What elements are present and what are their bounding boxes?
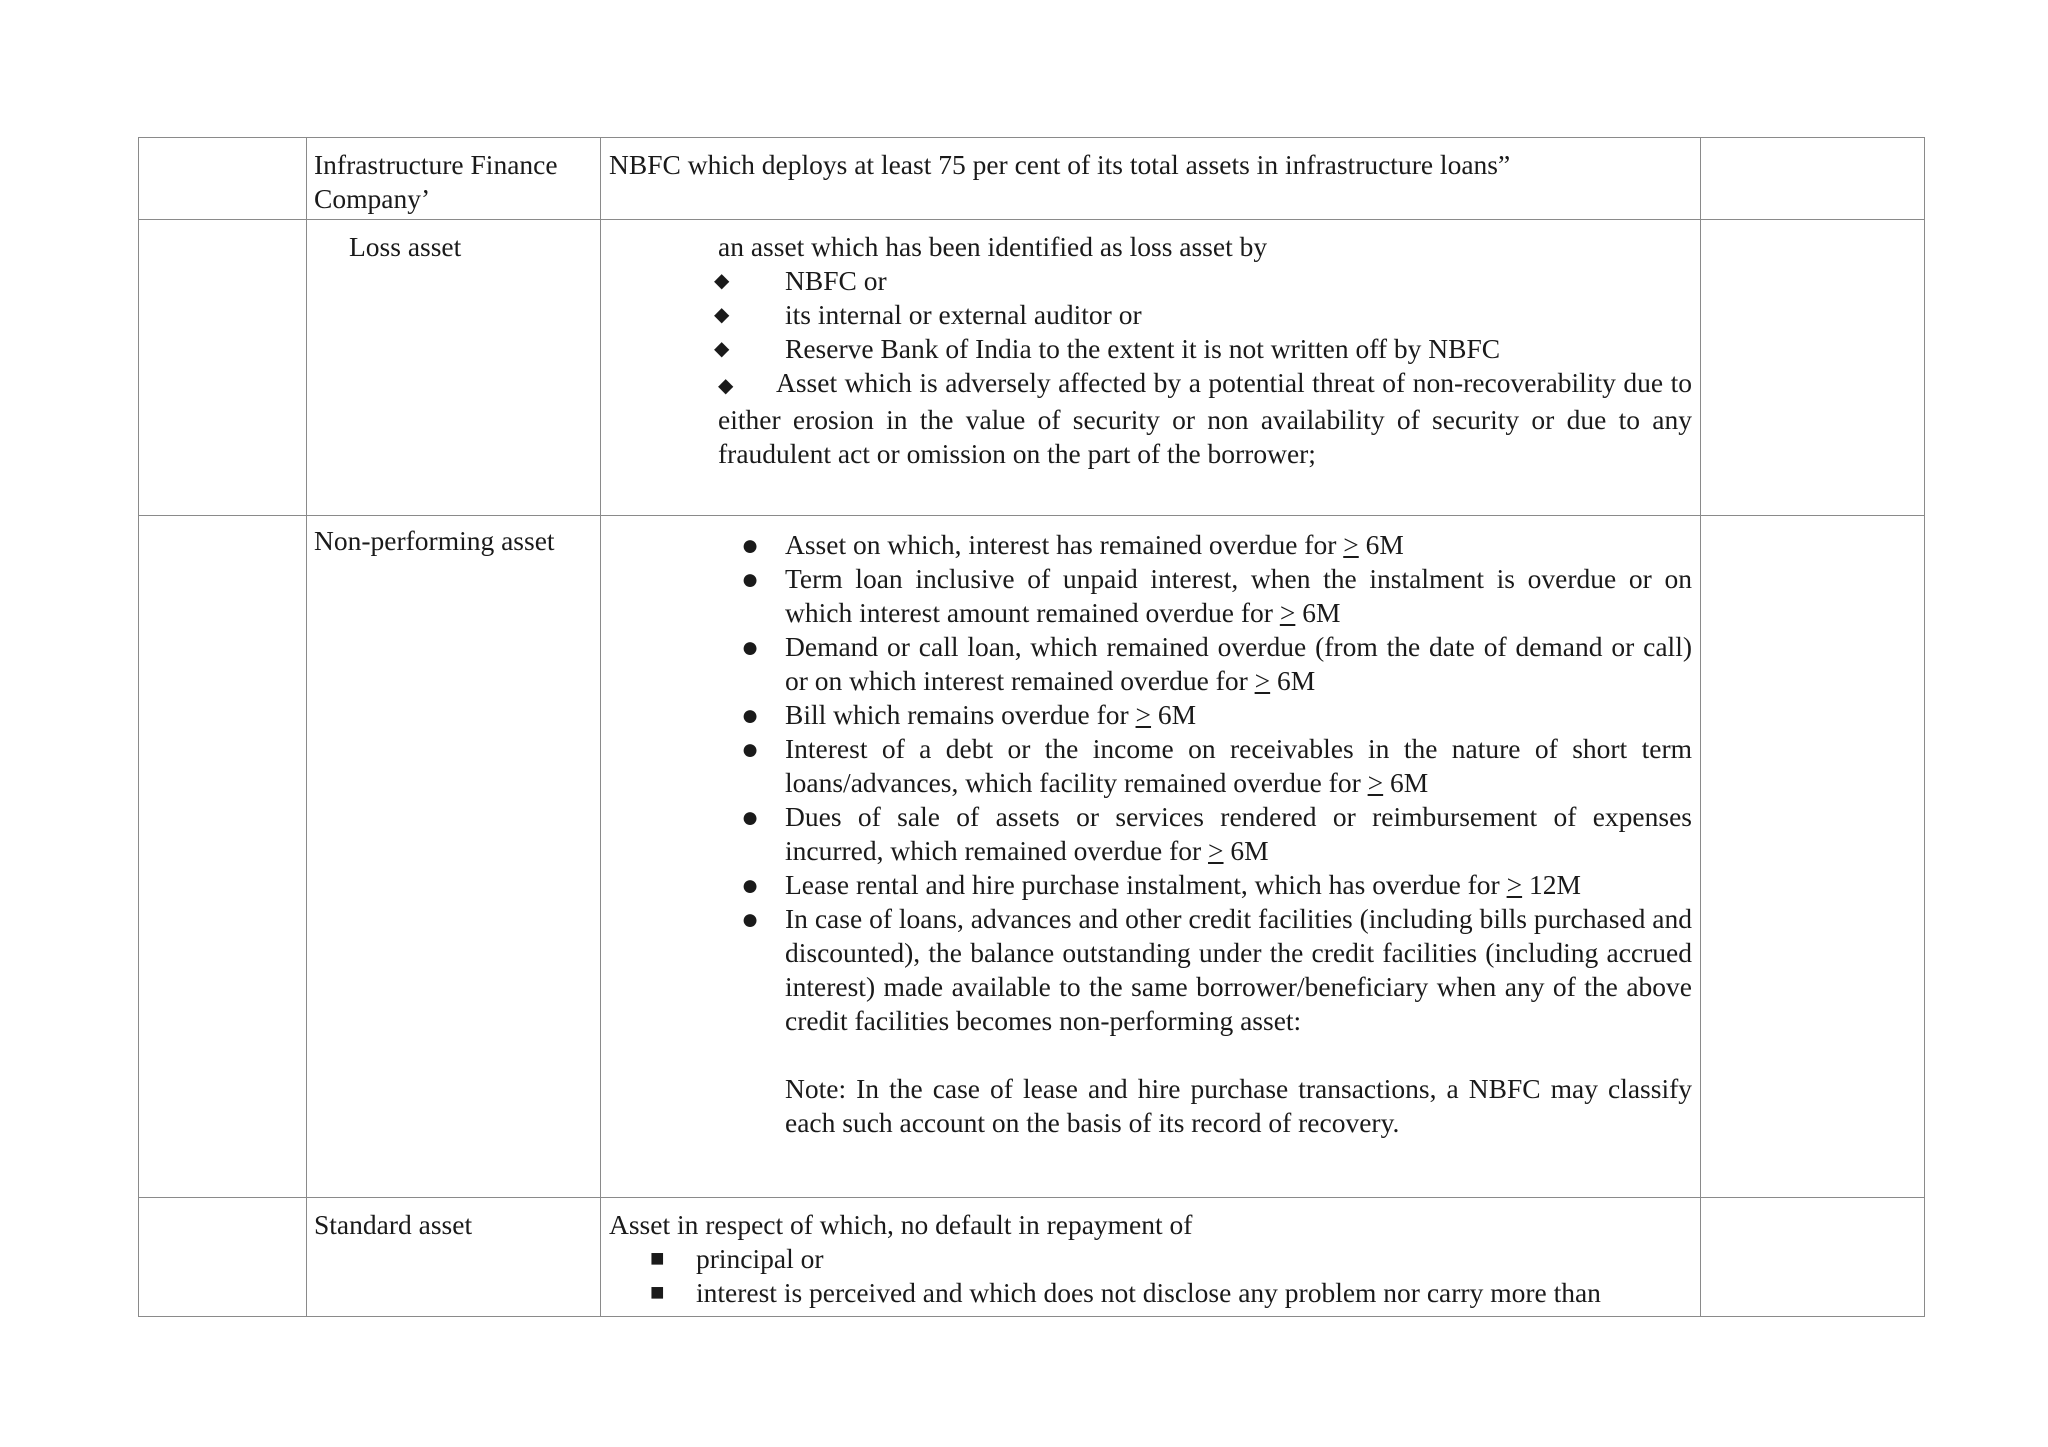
bullet-icon: ● bbox=[741, 801, 760, 834]
list-item: ● Asset on which, interest has remained overdue for > 6M bbox=[741, 529, 1404, 562]
list-item: ● In case of loans, advances and other credit facilities (including bills purchased and discounted), the balance outstanding under the credit facilities (including accrued interest) made available to the same borrower/beneficiary when any of the above credit facilities becomes non-performing asset: bbox=[741, 903, 1692, 1036]
term-infrastructure-finance-company: Infrastructure Finance Company’ bbox=[314, 149, 558, 214]
square-list bbox=[609, 1242, 1692, 1310]
empty-cell bbox=[139, 516, 307, 1198]
term-non-performing-asset: Non-performing asset bbox=[314, 525, 555, 556]
diamond-bullet-icon: ◆ bbox=[718, 375, 734, 397]
term-standard-asset: Standard asset bbox=[314, 1209, 473, 1240]
definition-cell bbox=[601, 220, 1701, 516]
bullet-list bbox=[609, 516, 1692, 1038]
list-item: ● Bill which remains overdue for > 6M bbox=[741, 699, 1197, 732]
list-item: ● Interest of a debt or the income on receivables in the nature of short term loans/advances, which facility remained overdue for > 6M bbox=[741, 733, 1692, 798]
definition-cell bbox=[601, 516, 1701, 1198]
table-row bbox=[139, 220, 1925, 516]
empty-cell bbox=[139, 138, 307, 220]
diamond-bullet-icon: ◆ bbox=[714, 304, 730, 326]
list-item: ■ principal or bbox=[650, 1243, 824, 1274]
list-item: ◆ its internal or external auditor or bbox=[714, 299, 1142, 330]
term-loss-asset: Loss asset bbox=[349, 231, 462, 262]
term-cell bbox=[307, 138, 601, 220]
empty-cell bbox=[1701, 138, 1925, 220]
bullet-icon: ● bbox=[741, 733, 760, 766]
diamond-list bbox=[609, 264, 1692, 366]
list-item: ◆ Reserve Bank of India to the extent it is not written off by NBFC bbox=[714, 333, 1501, 364]
definition-lead: an asset which has been identified as loss asset by bbox=[718, 231, 1268, 262]
term-cell bbox=[307, 220, 601, 516]
empty-cell bbox=[1701, 1198, 1925, 1317]
definition-text: NBFC which deploys at least 75 per cent of its total assets in infrastructure loans” bbox=[609, 149, 1511, 180]
bullet-icon: ● bbox=[741, 563, 760, 596]
empty-cell bbox=[139, 1198, 307, 1317]
list-item: ◆ Asset which is adversely affected by a potential threat of non-recoverability due to either erosion in the value of security or non availability of security or due to any fraudulent act or omission on the part of the borrower; bbox=[718, 367, 1692, 469]
diamond-bullet-icon: ◆ bbox=[714, 270, 730, 292]
bullet-icon: ● bbox=[741, 631, 760, 664]
definition-lead: Asset in respect of which, no default in repayment of bbox=[609, 1209, 1193, 1240]
square-bullet-icon: ■ bbox=[650, 1246, 665, 1272]
bullet-icon: ● bbox=[741, 529, 760, 562]
definition-cell bbox=[601, 138, 1701, 220]
list-item: ● Lease rental and hire purchase instalment, which has overdue for > 12M bbox=[741, 869, 1581, 902]
list-item: ● Term loan inclusive of unpaid interest, when the instalment is overdue or on which interest amount remained overdue for > 6M bbox=[741, 563, 1692, 628]
list-item: ● Dues of sale of assets or services rendered or reimbursement of expenses incurred, which remained overdue for > 6M bbox=[741, 801, 1692, 866]
diamond-bullet-icon: ◆ bbox=[714, 338, 730, 360]
bullet-icon: ● bbox=[741, 869, 760, 902]
empty-cell bbox=[1701, 220, 1925, 516]
term-cell bbox=[307, 1198, 601, 1317]
list-item: ● Demand or call loan, which remained overdue (from the date of demand or call) or on which interest remained overdue for > 6M bbox=[741, 631, 1692, 696]
note-text: Note: In the case of lease and hire purchase transactions, a NBFC may classify each such account on the basis of its record of recovery. bbox=[785, 1073, 1692, 1138]
empty-cell bbox=[139, 220, 307, 516]
term-cell bbox=[307, 516, 601, 1198]
list-item: ■ interest is perceived and which does not disclose any problem nor carry more than bbox=[650, 1277, 1601, 1308]
definitions-table bbox=[138, 137, 1925, 1317]
table-row bbox=[139, 138, 1925, 220]
square-bullet-icon: ■ bbox=[650, 1280, 665, 1306]
empty-cell bbox=[1701, 516, 1925, 1198]
list-item: ◆ NBFC or bbox=[714, 265, 887, 296]
table-row bbox=[139, 516, 1925, 1198]
bullet-icon: ● bbox=[741, 903, 760, 936]
definition-cell bbox=[601, 1198, 1701, 1317]
table-row bbox=[139, 1198, 1925, 1317]
bullet-icon: ● bbox=[741, 699, 760, 732]
